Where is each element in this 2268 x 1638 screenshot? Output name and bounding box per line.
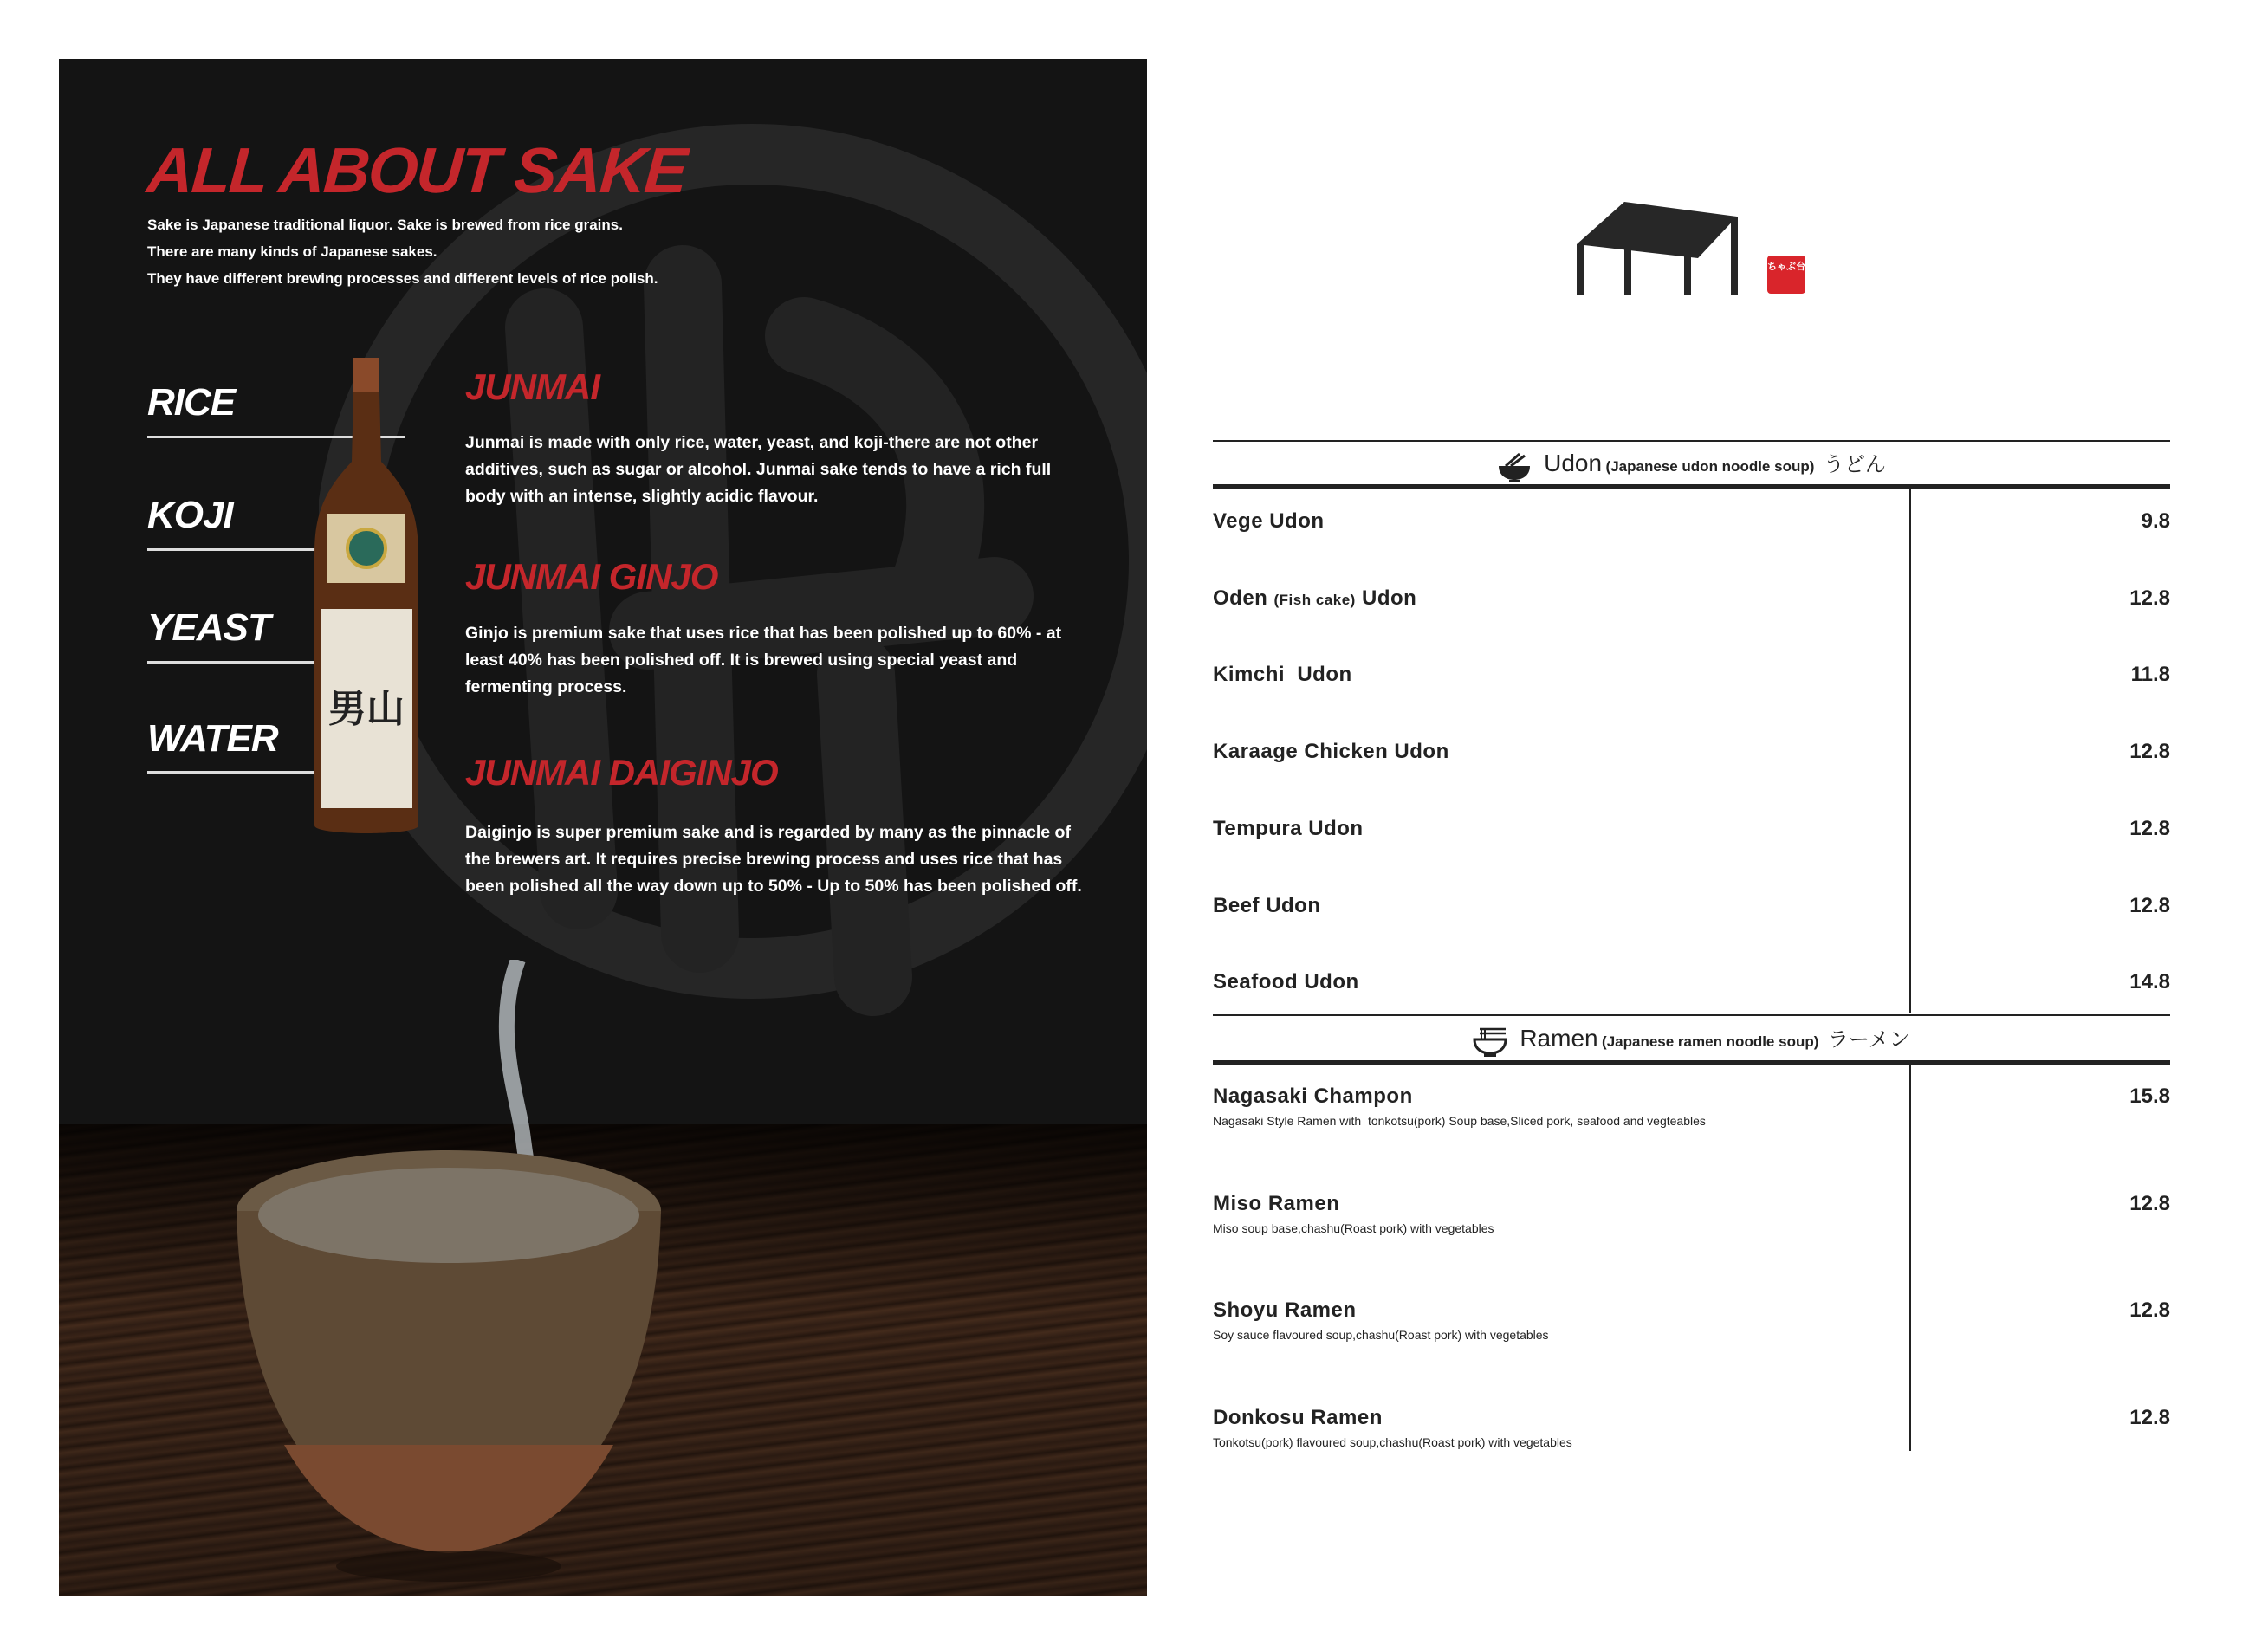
ingredient-yeast: YEAST: [147, 606, 270, 649]
udon-bowl-icon: [1497, 452, 1532, 483]
junmai-ginjo-heading: JUNMAI GINJO: [465, 556, 718, 597]
ingredient-koji: KOJI: [147, 494, 233, 536]
menu-item[interactable]: Karaage Chicken Udon 12.8: [1213, 740, 2170, 763]
junmai-ginjo-text: Ginjo is premium sake that uses rice that has been polished up to 60% - at least 40% has been polished off. It is brewed using special yeast and fermenting process.: [465, 624, 1062, 696]
sake-bottle-image: [310, 358, 423, 843]
menu-item[interactable]: Kimchi Udon 11.8: [1213, 663, 2170, 686]
ingredient-water: WATER: [147, 717, 278, 760]
sake-intro: Sake is Japanese traditional liquor. Sake is brewed from rice grains. There are many kinds of Japanese sakes. They have different brewing processes and different levels of rice polish.: [147, 217, 658, 287]
menu-item[interactable]: Shoyu Ramen Soy sauce flavoured soup,chashu(Roast pork) with vegetables 12.8: [1213, 1298, 2170, 1342]
junmai-heading: JUNMAI: [465, 366, 600, 407]
junmai-daiginjo-text: Daiginjo is super premium sake and is regarded by many as the pinnacle of the brewers art. It requires precise brewing process and uses rice that has been polished all the way down up to 50% - Up to 50% has been polished off.: [465, 823, 1082, 896]
divider: [1213, 1060, 2170, 1065]
menu-item[interactable]: Oden (Fish cake) Udon 12.8: [1213, 586, 2170, 610]
restaurant-seal-logo: ちゃぶ台: [1767, 256, 1805, 294]
sake-panel: [59, 59, 1147, 1596]
menu-item[interactable]: Miso Ramen Miso soup base,chashu(Roast pork) with vegetables 12.8: [1213, 1192, 2170, 1235]
menu-item[interactable]: Donkosu Ramen Tonkotsu(pork) flavoured soup,chashu(Roast pork) with vegetables 12.8: [1213, 1406, 2170, 1449]
menu-item[interactable]: Beef Udon 12.8: [1213, 894, 2170, 917]
ingredient-rice: RICE: [147, 381, 236, 424]
divider: [1213, 1014, 2170, 1016]
sake-cup-photo: [232, 960, 839, 1583]
junmai-daiginjo-heading: JUNMAI DAIGINJO: [465, 752, 778, 793]
menu-item[interactable]: Tempura Udon 12.8: [1213, 817, 2170, 840]
sake-title: ALL ABOUT SAKE: [145, 134, 689, 206]
menu-item[interactable]: Nagasaki Champon Nagasaki Style Ramen with tonkotsu(pork) Soup base,Sliced pork, seafood and vegteables 15.8: [1213, 1084, 2170, 1128]
bottle-label: 男山: [328, 687, 405, 731]
udon-category-header: Udon (Japanese udon noodle soup) うどん: [1213, 447, 2170, 483]
ramen-category-header: Ramen (Japanese ramen noodle soup) ラーメン: [1213, 1022, 2170, 1059]
menu-item[interactable]: Seafood Udon 14.8: [1213, 970, 2170, 994]
ramen-bowl-icon: [1473, 1027, 1507, 1059]
divider: [1213, 440, 2170, 442]
divider: [1213, 484, 2170, 489]
menu-item[interactable]: Vege Udon 9.8: [1213, 509, 2170, 533]
table-logo-icon: [1577, 199, 1750, 296]
junmai-text: Junmai is made with only rice, water, yeast, and koji-there are not other additives, such as sugar or alcohol. Junmai sake tends to have a rich full body with an intense, slightly acidic flavour.: [465, 433, 1052, 506]
